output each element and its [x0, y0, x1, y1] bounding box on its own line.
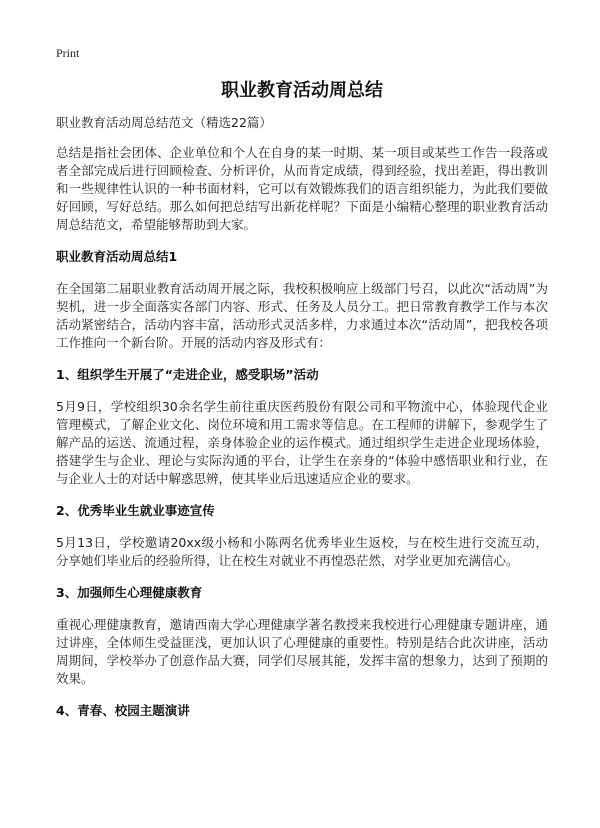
item-paragraph-3: 重视心理健康教育，邀请西南大学心理健康学著名教授来我校进行心理健康专题讲座，通过讲座，全体师生受益匪浅，更加认识了心理健康的重要性。特别是结合此次讲座，活动周期间，学校举办了创意作品大赛，同学们尽展其能，发挥丰富的想象力，达到了预期的效果。	[56, 617, 548, 686]
item-paragraph-1: 5月9日，学校组织30余名学生前往重庆医药股份有限公司和平物流中心，体验现代企业管理模式，了解企业文化、岗位环境和用工需求等信息。在工程师的讲解下，参观学生了解产品的运送、流通过程，亲身体验企业的运作模式。通过组织学生走进企业现场体验，搭建学生与企业、理论与实际沟通的平台，让学生在亲身的“体验中感悟职业和行业，在与企业人士的对话中解惑思辨，使其毕业后迅速适应企业的要求。	[56, 399, 548, 486]
page-title: 职业教育活动周总结	[221, 80, 383, 101]
intro-paragraph: 总结是指社会团体、企业单位和个人在自身的某一时期、某一项目或某些工作告一段落或者全部完成后进行回顾检查、分析评价，从而肯定成绩，得到经验，找出差距，得出教训和一些规律性认识的一种书面材料，它可以有效锻炼我们的语言组织能力，为此我们要做好回顾，写好总结。那么如何把总结写出新花样呢？下面是小编精心整理的职业教育活动周总结范文，希望能够帮助到大家。	[56, 145, 548, 232]
section-paragraph: 在全国第二届职业教育活动周开展之际，我校积极响应上级部门号召，以此次“活动周”为契机，进一步全面落实各部门内容、形式、任务及人员分工。把日常教育教学工作与本次活动紧密结合，活动内容丰富，活动形式灵活多样，力求通过本次“活动周”，把我校各项工作推向一个新台阶。开展的活动内容及形式有：	[56, 281, 548, 350]
item-heading-2: 2、优秀毕业生就业事迹宣传	[56, 503, 215, 518]
article	[56, 78, 548, 734]
section-heading: 职业教育活动周总结1	[56, 249, 178, 264]
item-paragraph-2: 5月13日，学校邀请20xx级小杨和小陈两名优秀毕业生返校，与在校生进行交流互动，分享她们毕业后的经验所得，让在校生对就业不再惶恐茫然，对学业更加充满信心。	[56, 535, 548, 568]
item-heading-3: 3、加强师生心理健康教育	[56, 585, 203, 600]
item-heading-4: 4、青春、校园主题演讲	[56, 703, 190, 718]
article-subtitle: 职业教育活动周总结范文（精选22篇）	[56, 115, 272, 130]
item-heading-1: 1、组织学生开展了“走进企业，感受职场”活动	[56, 367, 319, 382]
print-link[interactable]: Print	[56, 46, 80, 60]
